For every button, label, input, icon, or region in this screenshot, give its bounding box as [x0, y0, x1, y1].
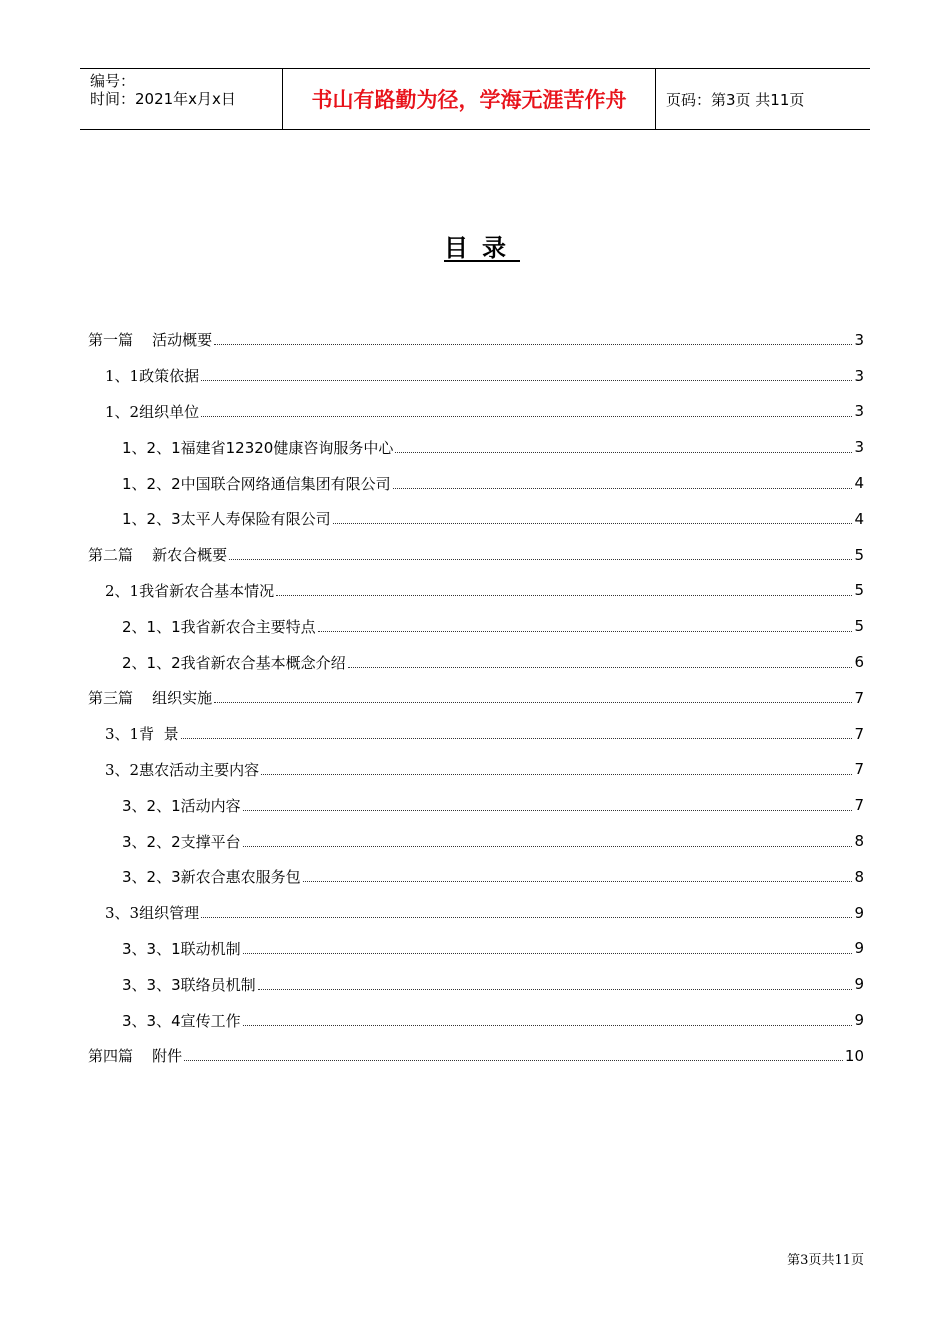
toc-leader-dots [318, 631, 853, 632]
toc-entry[interactable] [88, 465, 864, 501]
toc-entry[interactable] [88, 1002, 864, 1038]
toc-leader-dots [184, 1060, 843, 1061]
toc-entry-label: 1、2组织单位 [105, 402, 200, 421]
toc-entry-page: 9 [854, 1011, 864, 1030]
toc-leader-dots [201, 416, 852, 417]
toc-leader-dots [181, 738, 853, 739]
toc-leader-dots [348, 667, 853, 668]
toc-entry-label: 3、3、4宣传工作 [122, 1011, 241, 1030]
toc-entry-label: 2、1、2我省新农合基本概念介绍 [122, 653, 346, 672]
toc-entry[interactable] [88, 716, 864, 752]
toc-entry-label: 第四篇 附件 [88, 1047, 183, 1066]
toc-entry[interactable] [88, 787, 864, 823]
toc-entry-label: 3、2、2支撑平台 [122, 832, 241, 851]
toc-entry-page: 8 [854, 832, 864, 851]
header-page-info: 页码：第3页 共11页 [666, 90, 805, 109]
page-header [80, 68, 870, 130]
toc-entry[interactable] [88, 608, 864, 644]
toc-entry[interactable] [88, 966, 864, 1002]
document-number-label: 编号： [90, 72, 136, 90]
toc-leader-dots [201, 380, 852, 381]
toc-entry-page: 4 [854, 509, 864, 528]
toc-entry-page: 5 [854, 617, 864, 636]
toc-entry[interactable] [88, 644, 864, 680]
toc-entry-page: 5 [854, 581, 864, 600]
table-of-contents [88, 322, 864, 1074]
toc-leader-dots [214, 702, 852, 703]
toc-leader-dots [229, 559, 852, 560]
toc-entry-label: 1、2、3太平人寿保险有限公司 [122, 510, 331, 529]
toc-entry-page: 3 [854, 438, 864, 457]
toc-entry[interactable] [88, 537, 864, 573]
toc-entry[interactable] [88, 895, 864, 931]
toc-entry[interactable] [88, 823, 864, 859]
toc-entry-page: 3 [854, 366, 864, 385]
toc-entry-label: 1、2、2中国联合网络通信集团有限公司 [122, 474, 391, 493]
toc-entry[interactable] [88, 680, 864, 716]
toc-entry-page: 7 [854, 688, 864, 707]
toc-entry-page: 8 [854, 867, 864, 886]
toc-entry-page: 7 [854, 760, 864, 779]
toc-entry[interactable] [88, 501, 864, 537]
toc-entry[interactable] [88, 573, 864, 609]
document-time-label: 时间：2021年x月x日 [90, 90, 236, 108]
toc-entry[interactable] [88, 358, 864, 394]
toc-entry-label: 3、3、3联络员机制 [122, 975, 256, 994]
toc-entry-label: 第三篇 组织实施 [88, 689, 213, 708]
toc-entry-page: 3 [854, 330, 864, 349]
toc-title: 目录 [444, 234, 520, 262]
toc-entry-page: 4 [854, 474, 864, 493]
toc-leader-dots [243, 846, 853, 847]
toc-entry-page: 9 [854, 975, 864, 994]
toc-leader-dots [214, 344, 852, 345]
toc-leader-dots [395, 452, 852, 453]
toc-leader-dots [201, 917, 852, 918]
toc-entry-page: 7 [854, 724, 864, 743]
page-footer: 第3页共11页 [787, 1253, 864, 1268]
toc-entry-label: 2、1我省新农合基本情况 [105, 581, 275, 600]
toc-entry-label: 2、1、1我省新农合主要特点 [122, 617, 316, 636]
toc-leader-dots [243, 953, 853, 954]
toc-leader-dots [393, 488, 853, 489]
toc-entry[interactable] [88, 322, 864, 358]
header-meta [80, 69, 282, 129]
toc-leader-dots [333, 523, 853, 524]
toc-entry-label: 3、3、1联动机制 [122, 939, 241, 958]
toc-entry-label: 3、2、3新农合惠农服务包 [122, 868, 301, 887]
toc-entry-page: 9 [854, 903, 864, 922]
toc-entry[interactable] [88, 429, 864, 465]
toc-entry[interactable] [88, 1038, 864, 1074]
toc-leader-dots [258, 989, 853, 990]
toc-entry-page: 10 [844, 1046, 864, 1065]
toc-entry-label: 3、2、1活动内容 [122, 796, 241, 815]
toc-entry-label: 1、2、1福建省12320健康咨询服务中心 [122, 438, 394, 457]
toc-leader-dots [261, 774, 852, 775]
toc-entry-label: 3、2惠农活动主要内容 [105, 760, 260, 779]
toc-entry[interactable] [88, 394, 864, 430]
toc-entry-label: 1、1政策依据 [105, 367, 200, 386]
toc-leader-dots [243, 810, 853, 811]
toc-entry-page: 7 [854, 796, 864, 815]
toc-entry-page: 5 [854, 545, 864, 564]
toc-entry-page: 9 [854, 939, 864, 958]
toc-entry[interactable] [88, 859, 864, 895]
header-motto: 书山有路勤为径，学海无涯苦作舟 [282, 69, 656, 129]
toc-entry-label: 3、3组织管理 [105, 904, 200, 923]
toc-entry-page: 6 [854, 653, 864, 672]
toc-leader-dots [303, 881, 853, 882]
toc-entry-label: 3、1背 景 [105, 725, 179, 744]
toc-entry-page: 3 [854, 402, 864, 421]
toc-entry[interactable] [88, 931, 864, 967]
toc-entry[interactable] [88, 752, 864, 788]
toc-leader-dots [243, 1025, 853, 1026]
toc-leader-dots [276, 595, 852, 596]
toc-entry-label: 第一篇 活动概要 [88, 331, 213, 350]
toc-entry-label: 第二篇 新农合概要 [88, 546, 228, 565]
